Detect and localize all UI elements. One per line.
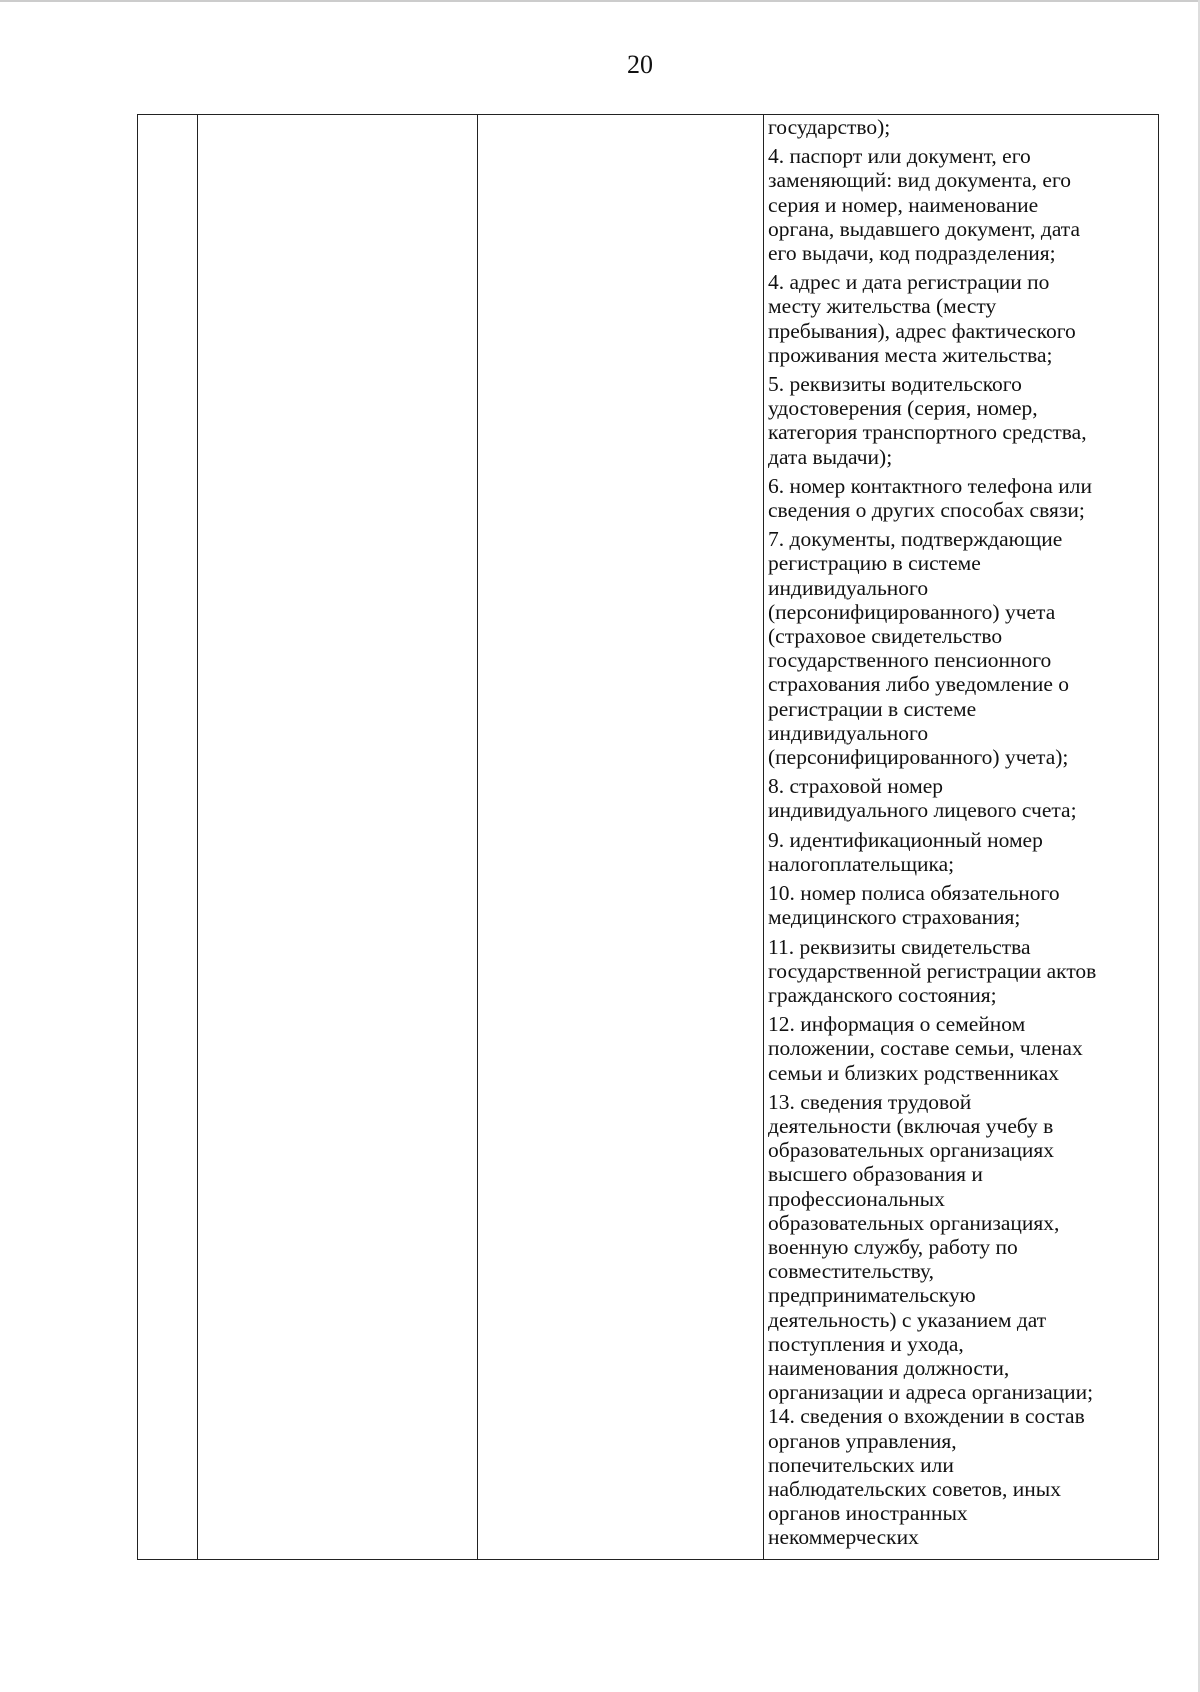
list-item: 4. адрес и дата регистрации по месту жительства (месту пребывания), адрес фактического проживания места жительства; [768, 270, 1076, 367]
table-column-divider [197, 115, 198, 1559]
list-item: 11. реквизиты свидетельства государственной регистрации актов гражданского состояния; [768, 934, 1097, 1007]
list-item: 7. документы, подтверждающие регистрацию в системе индивидуального (персонифицированного) учета (страховое свидетельство государственного пенсионного страхования либо уведомление о регистрации в системе индивидуального (персонифицированного) учета); [768, 527, 1070, 770]
personal-data-list-cell [768, 115, 1152, 1555]
document-table [137, 114, 1159, 1560]
list-item: 4. паспорт или документ, его заменяющий: вид документа, его серия и номер, наименование органа, выдавшего документ, дата его выдачи, код подразделения; [768, 144, 1081, 266]
list-item: государство); [768, 115, 891, 139]
list-item: 14. сведения о вхождении в состав органов управления, попечительских или наблюдательских советов, иных органов иностранных некоммерческих [768, 1404, 1085, 1550]
list-item: 12. информация о семейном положении, составе семьи, членах семьи и близких родственниках [768, 1012, 1083, 1085]
table-column-divider [477, 115, 478, 1559]
list-item: 5. реквизиты водительского удостоверения (серия, номер, категория транспортного средства, дата выдачи); [768, 372, 1087, 469]
page-number: 20 [627, 50, 653, 79]
list-item: 6. номер контактного телефона или сведения о других способах связи; [768, 473, 1092, 523]
list-item: 10. номер полиса обязательного медицинского страхования; [768, 881, 1060, 930]
scan-top-edge [0, 0, 1200, 2]
list-item: 13. сведения трудовой деятельности (включая учебу в образовательных организациях высшего образования и профессиональных образовательных организациях, военную службу, работу по совместительству, предпринимательскую деятельность) с указанием дат поступления и ухода, наименования должности, организации и адреса организации; [768, 1089, 1094, 1405]
list-item: 9. идентификационный номер налогоплательщика; [768, 827, 1043, 876]
table-column-divider [763, 115, 764, 1559]
list-item: 8. страховой номер индивидуального лицевого счета; [768, 774, 1077, 823]
